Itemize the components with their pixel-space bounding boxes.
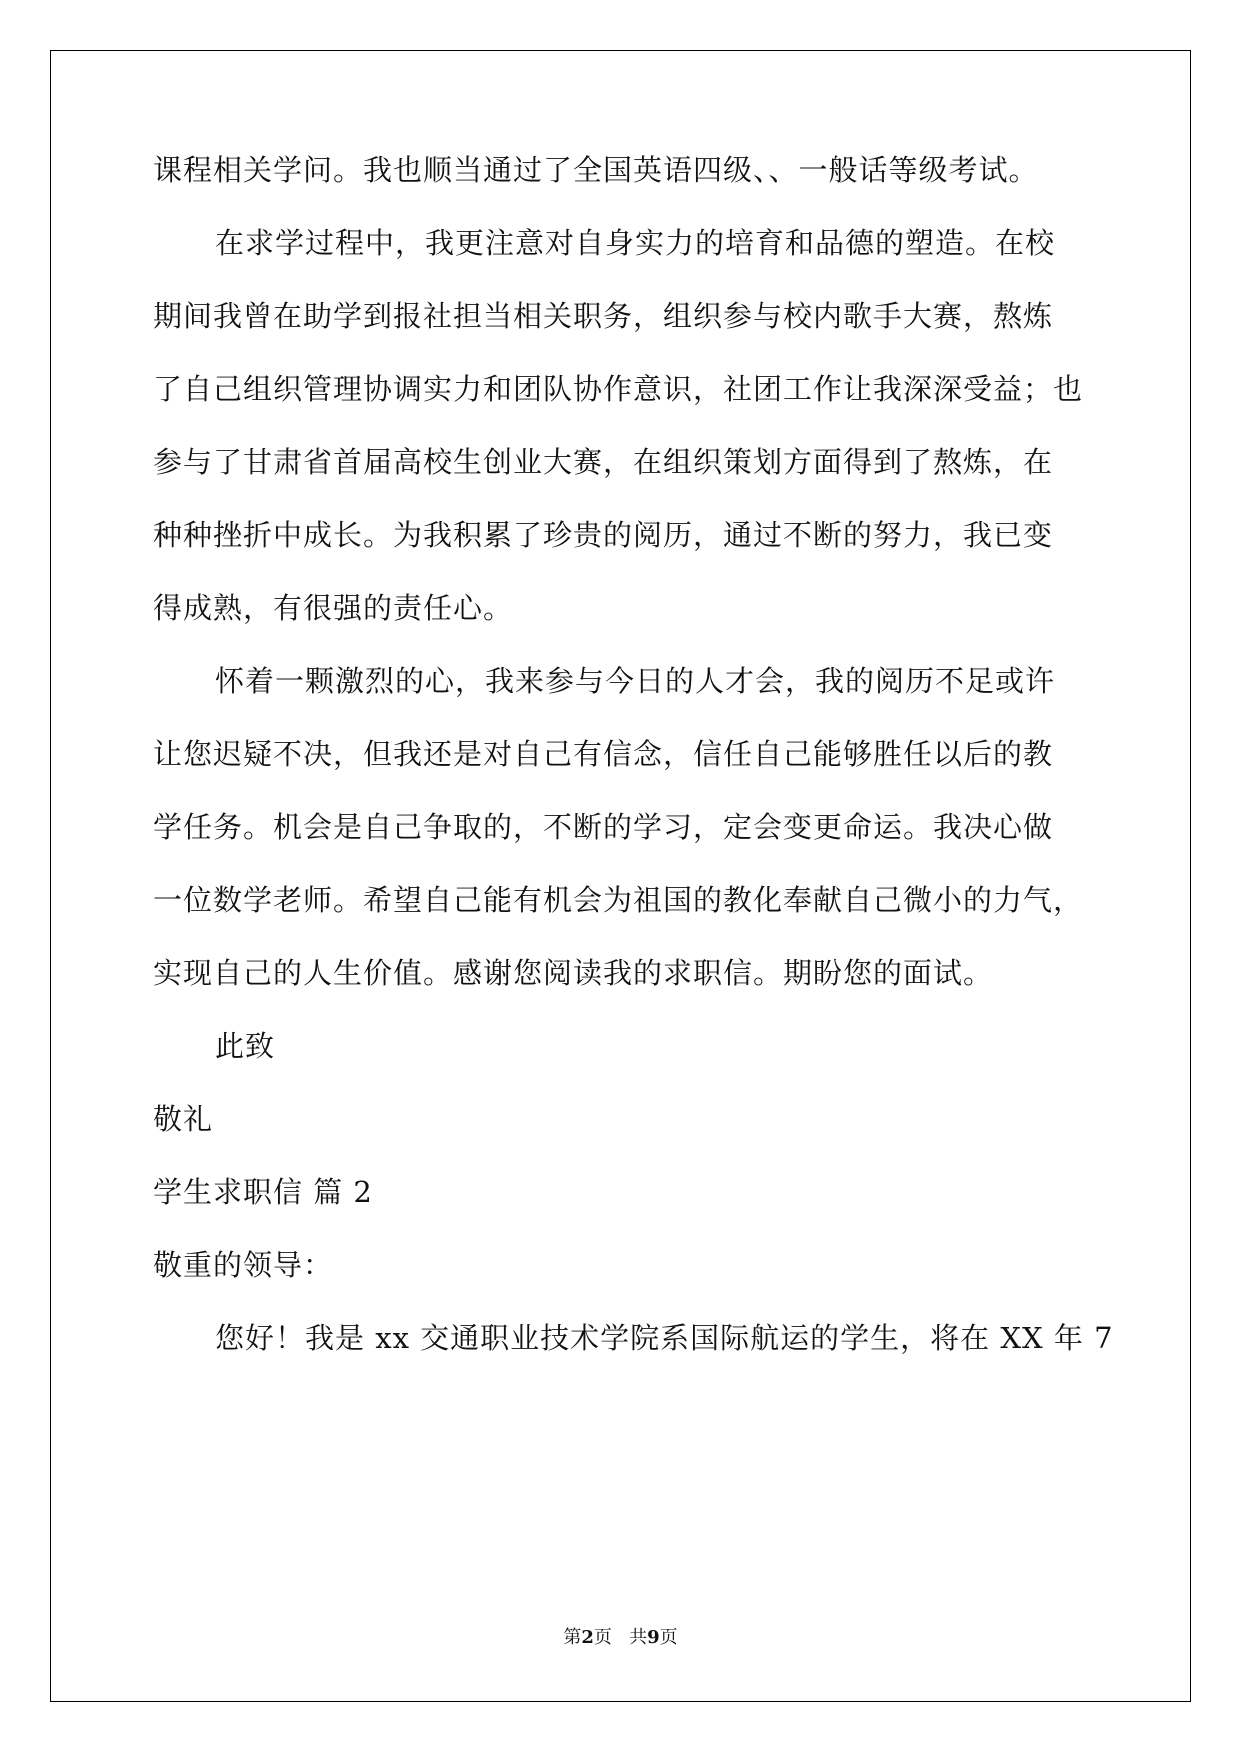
footer-total-pages: 9 [647,1627,660,1648]
greeting: 敬重的领导： [153,1248,334,1282]
text-line: 种种挫折中成长。为我积累了珍贵的阅历，通过不断的努力，我已变 [153,518,1054,552]
footer-prefix: 第 [563,1627,582,1648]
text-line: 在求学过程中，我更注意对自身实力的培育和品德的塑造。在校 [215,226,1056,260]
text-line: 实现自己的人生价值。感谢您阅读我的求职信。期盼您的面试。 [153,956,994,990]
text-line: 了自己组织管理协调实力和团队协作意识，社团工作让我深深受益；也 [153,372,1084,406]
closing-regards: 敬礼 [153,1102,214,1136]
text-line: 参与了甘肃省首届高校生创业大赛，在组织策划方面得到了熬炼，在 [153,445,1054,479]
closing-salutation: 此致 [215,1029,276,1063]
page-footer [0,1626,1241,1650]
footer-suffix: 页 [659,1627,678,1648]
text-line: 让您迟疑不决，但我还是对自己有信念，信任自己能够胜任以后的教 [153,737,1054,771]
text-line: 一位数学老师。希望自己能有机会为祖国的教化奉献自己微小的力气， [153,883,1084,917]
footer-mid: 页 共 [593,1627,648,1648]
text-line: 期间我曾在助学到报社担当相关职务，组织参与校内歌手大赛，熬炼 [153,299,1054,333]
text-line: 得成熟，有很强的责任心。 [153,591,514,625]
text-line: 学任务。机会是自己争取的，不断的学习，定会变更命运。我决心做 [153,810,1054,844]
text-line: 怀着一颗激烈的心，我来参与今日的人才会，我的阅历不足或许 [215,664,1056,698]
text-line: 课程相关学问。我也顺当通过了全国英语四级、、一般话等级考试。 [153,153,1039,187]
text-line: 您好！我是 xx 交通职业技术学院系国际航运的学生，将在 XX 年 7 [215,1321,1114,1355]
footer-page-number: 2 [581,1627,594,1648]
section-heading: 学生求职信 篇 2 [153,1175,373,1209]
